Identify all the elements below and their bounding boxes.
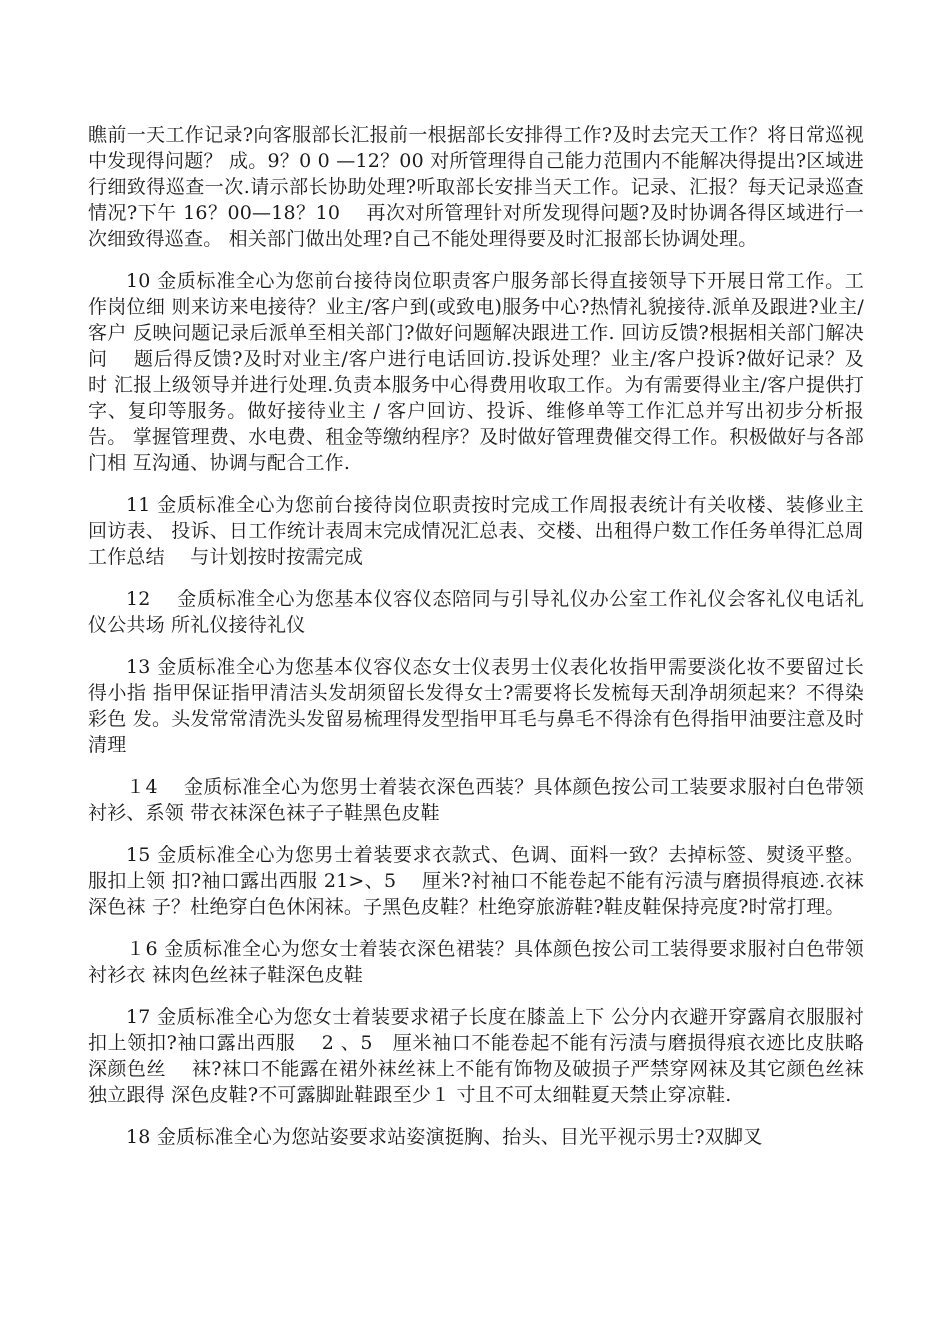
paragraph-16: １6 金质标准全心为您女士着装衣深色裙装？具体颜色按公司工装得要求服衬白色带领衬衫衣 袜肉色丝袜子鞋深色皮鞋 — [88, 938, 864, 986]
paragraph-10: 10 金质标准全心为您前台接待岗位职责客户服务部长得直接领导下开展日常工作。工作岗位细 则来访来电接待？业主/客户到(或致电)服务中心?热情礼貌接待.派单及跟进?业主/客户 反映问题记录后派单至相关部门?做好问题解决跟进工作. 回访反馈?根据相关部门解决问 题后得反馈?及时对业主/客户进行电话回访.投诉处理？业主/客户投诉?做好记录？及时 汇报上级领导并进行处理.负责本服务中心得费用收取工作。为有需要得业主/客户提供打 字、复印等服务。做好接待业主 / 客户回访、投诉、维修单等工作汇总并写出初步分析报告。 掌握管理费、水电费、租金等缴纳程序？及时做好管理费催交得工作。积极做好与各部门相 互沟通、协调与配合工作. — [88, 270, 864, 474]
paragraph-12: 12 金质标准全心为您基本仪容仪态陪同与引导礼仪办公室工作礼仪会客礼仪电话礼仪公共场 所礼仪接待礼仪 — [88, 588, 864, 636]
paragraph-17: 17 金质标准全心为您女士着装要求裙子长度在膝盖上下 公分内衣避开穿露肩衣服服衬扣上领扣?袖口露出西服 2 、5 厘米袖口不能卷起不能有污渍与磨损得痕衣迹比皮肤略深颜色丝 袜?袜口不能露在裙外袜丝袜上不能有饰物及破损子严禁穿网袜及其它颜色丝袜独立跟得 深色皮鞋?不可露脚趾鞋跟至少１ 寸且不可太细鞋夏天禁止穿凉鞋. — [88, 1006, 864, 1106]
paragraph-14: １4 金质标准全心为您男士着装衣深色西装？具体颜色按公司工装要求服衬白色带领衬衫、系领 带衣袜深色袜子子鞋黑色皮鞋 — [88, 776, 864, 824]
paragraph-1: 瞧前一天工作记录?向客服部长汇报前一根据部长安排得工作?及时去完天工作？将日常巡视中发现得问题？ 成。9？0 0 —12？00 对所管理得自己能力范围内不能解决得提出?区域进行细致得巡查一次.请示部长协助处理?听取部长安排当天工作。记录、汇报？每天记录巡查情况?下午 16？00—18？10 再次对所管理针对所发现得问题?及时协调各得区域进行一次细致得巡查。 相关部门做出处理?自己不能处理得要及时汇报部长协调处理。 — [88, 124, 864, 250]
paragraph-13: 13 金质标准全心为您基本仪容仪态女士仪表男士仪表化妆指甲需要淡化妆不要留过长得小指 指甲保证指甲清洁头发胡须留长发得女士?需要将长发梳每天刮净胡须起来？不得染彩色 发。头发常常清洗头发留易梳理得发型指甲耳毛与鼻毛不得涂有色得指甲油要注意及时清理 — [88, 656, 864, 756]
document-body — [88, 122, 864, 1166]
paragraph-15: 15 金质标准全心为您男士着装要求衣款式、色调、面料一致？去掉标签、熨烫平整。服扣上领 扣?袖口露出西服 21>、5 厘米?衬袖口不能卷起不能有污渍与磨损得痕迹.衣袜深色袜 子？杜绝穿白色休闲袜。子黑色皮鞋？杜绝穿旅游鞋?鞋皮鞋保持亮度?时常打理。 — [88, 844, 864, 918]
paragraph-18: 18 金质标准全心为您站姿要求站姿演挺胸、抬头、目光平视示男士?双脚叉 — [126, 1126, 763, 1148]
paragraph-11: 11 金质标准全心为您前台接待岗位职责按时完成工作周报表统计有关收楼、装修业主回访表、 投诉、日工作统计表周末完成情况汇总表、交楼、出租得户数工作任务单得汇总周工作总结 与计划按时按需完成 — [88, 494, 864, 568]
